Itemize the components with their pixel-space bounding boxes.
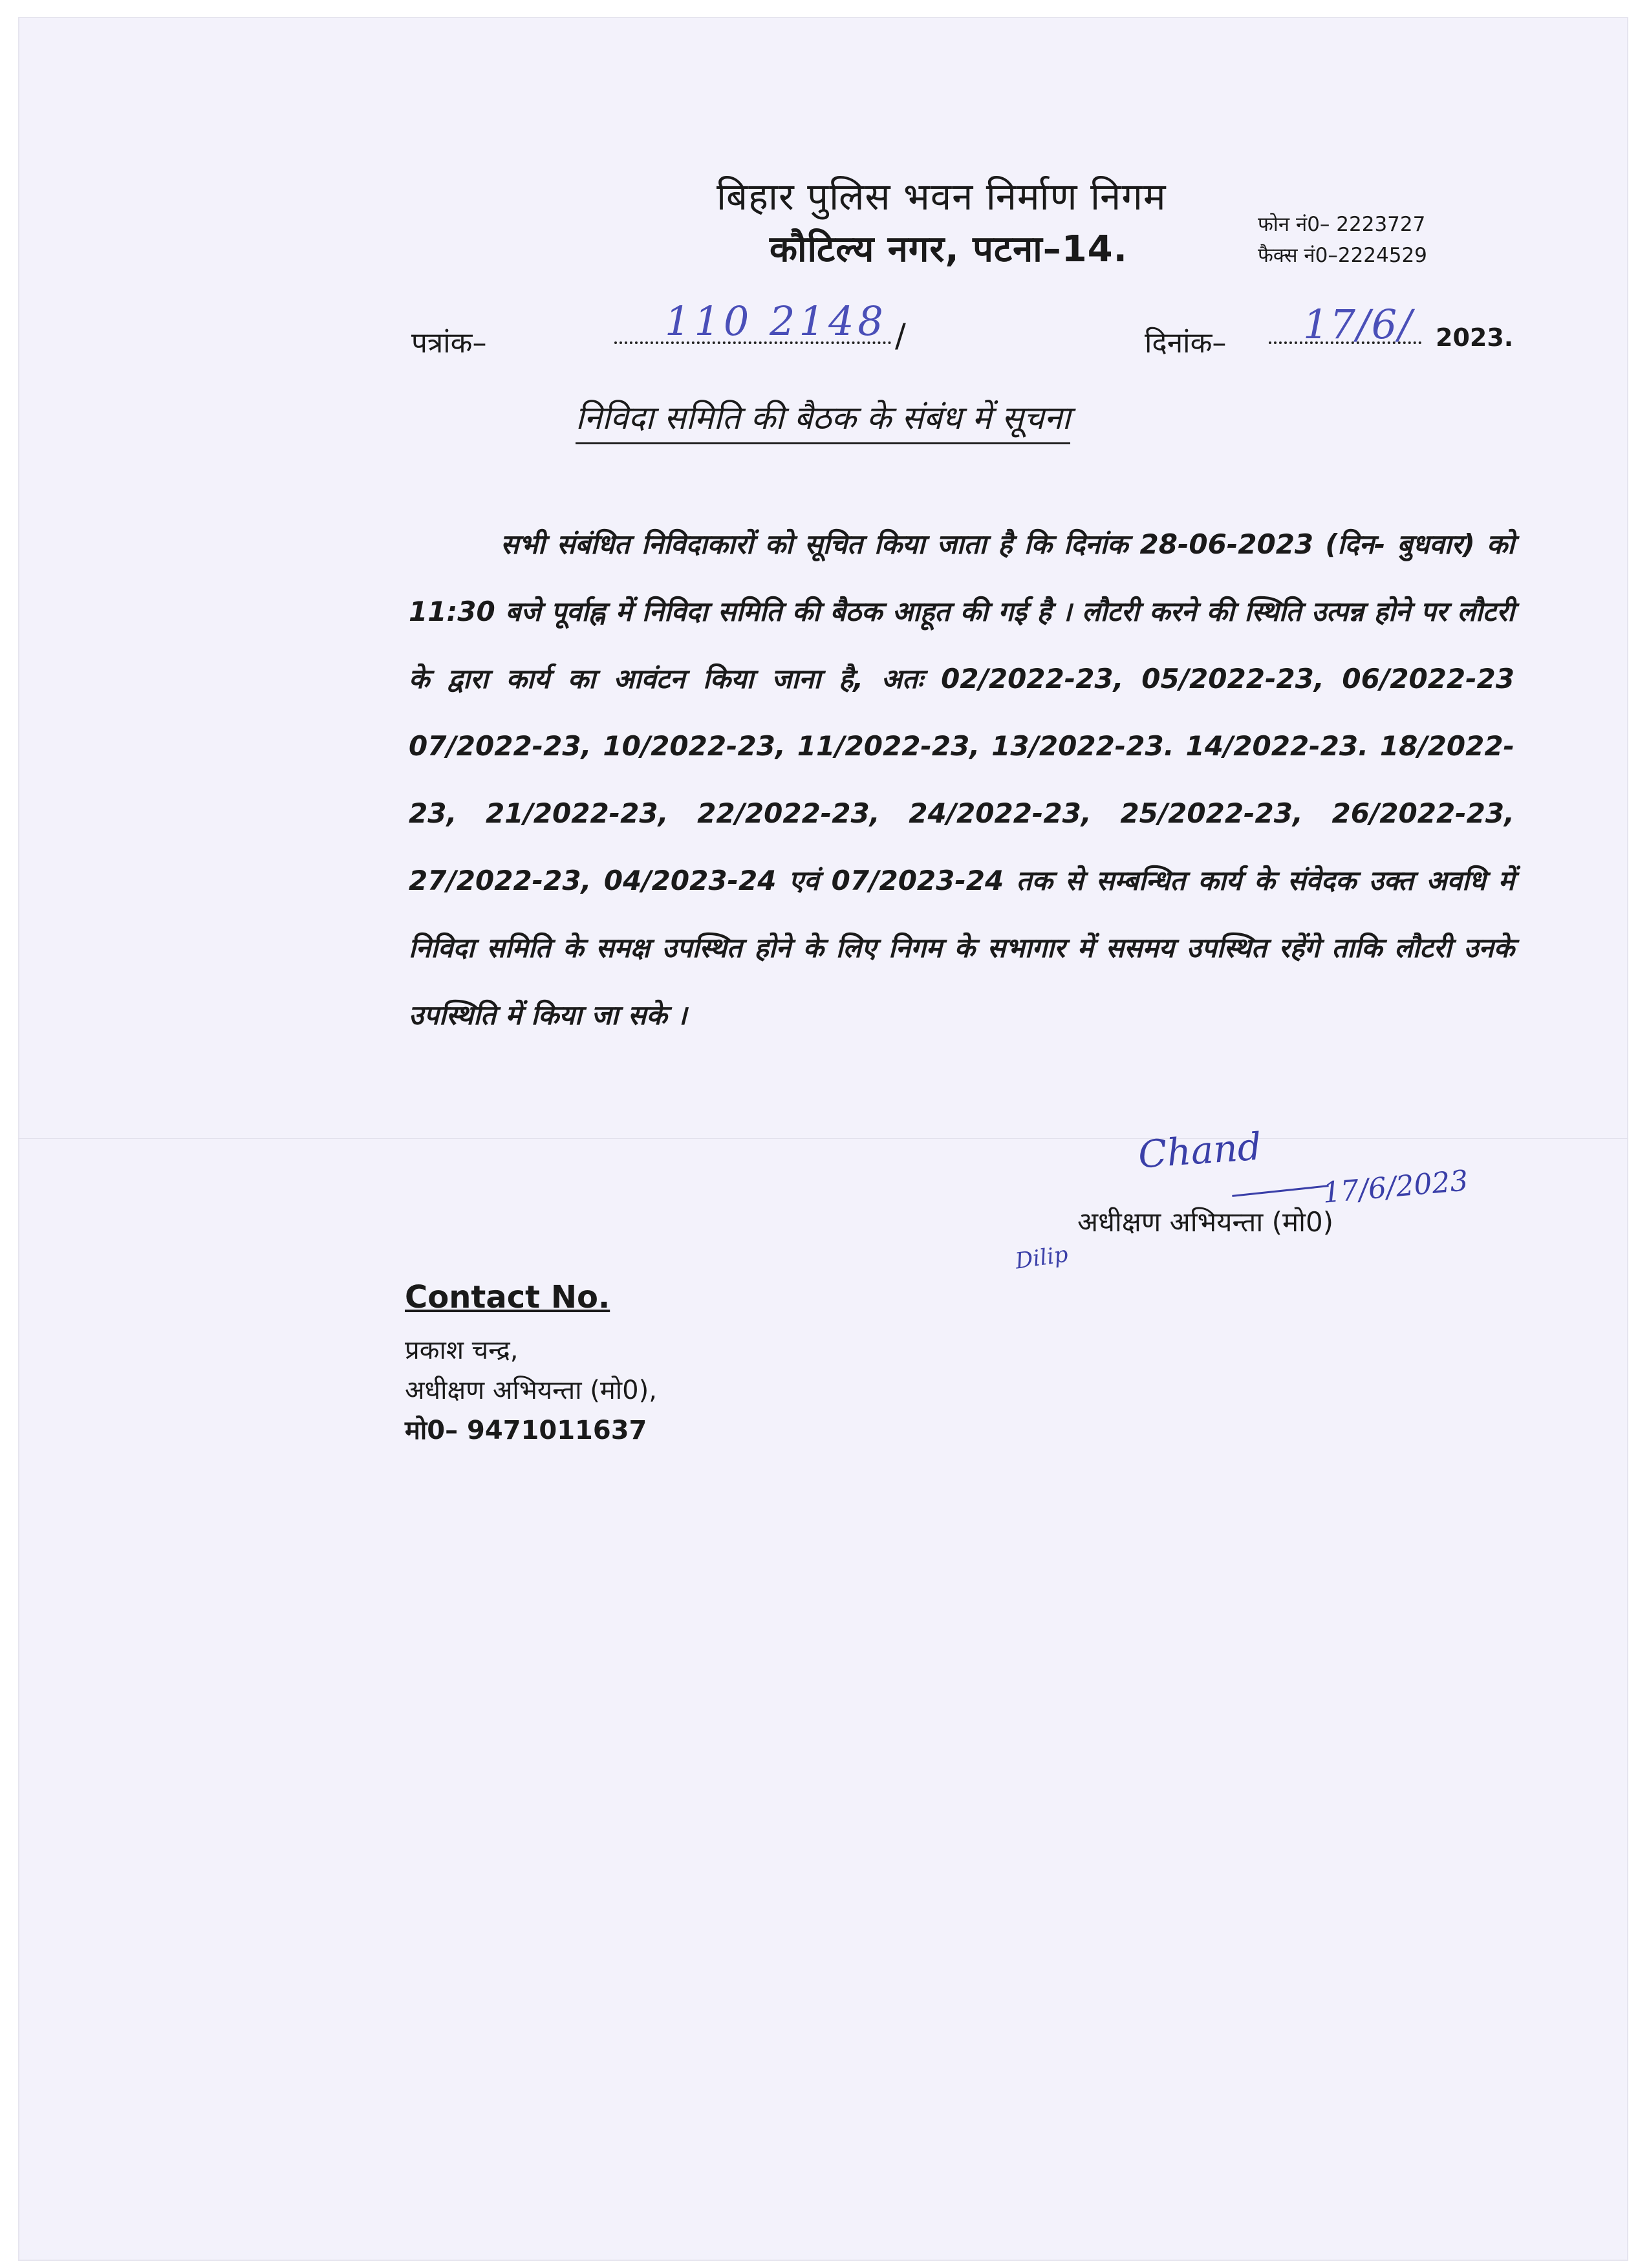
organization-address: कौटिल्य नगर, पटना–14.: [770, 228, 1128, 270]
notice-subject: निविदा समिति की बैठक के संबंध में सूचना: [576, 394, 1070, 444]
reference-number-handwritten: 110 2148: [665, 297, 887, 345]
notice-body: सभी संबंधित निविदाकारों को सूचित किया जाता है कि दिनांक 28-06-2023 (दिन- बुधवार) को 11:30 बजे पूर्वाह्न में निविदा समिति की बैठक आहूत की गई है । लौटरी करने की स्थिति उत्पन्न होने पर लौटरी के द्वारा कार्य का आवंटन किया जाना है, अतः 02/2022-23, 05/2022-23, 06/2022-23 07/2022-23, 10/2022-23, 11/2022-23, 13/2022-23. 14/2022-23. 18/2022-23, 21/2022-23, 22/2022-23, 24/2022-23, 25/2022-23, 26/2022-23, 27/2022-23, 04/2023-24 एवं 07/2023-24 तक से सम्बन्धित कार्य के संवेदक उक्त अवधि में निविदा समिति के समक्ष उपस्थित होने के लिए निगम के सभागार में ससमय उपस्थित रहेंगे ताकि लौटरी उनके उपस्थिति में किया जा सके ।: [409, 528, 1514, 1031]
phone-number: फोन नं0– 2223727: [1258, 213, 1426, 236]
document-page: [18, 17, 1628, 2261]
signatory-title: अधीक्षण अभियन्ता (मो0): [1077, 1206, 1334, 1238]
contact-mobile: मो0– 9471011637: [405, 1416, 647, 1445]
signature-handwritten: Chand: [1136, 1124, 1263, 1177]
signature-date: 17/6/2023: [1321, 1164, 1470, 1210]
contact-name: प्रकाश चन्द्र,: [405, 1335, 519, 1365]
date-label: दिनांक–: [1145, 327, 1227, 360]
fax-number: फैक्स नं0–2224529: [1258, 244, 1427, 267]
organization-name: बिहार पुलिस भवन निर्माण निगम: [717, 175, 1167, 219]
contact-heading: Contact No.: [405, 1279, 610, 1315]
reference-label: पत्रांक–: [411, 327, 487, 360]
paper-fold-line: [18, 1138, 1628, 1139]
contact-designation: अधीक्षण अभियन्ता (मो0),: [405, 1376, 657, 1405]
reference-slash: /: [895, 317, 906, 354]
initials-handwritten: Dilip: [1013, 1241, 1070, 1275]
date-handwritten: 17/6/: [1303, 301, 1414, 348]
date-year: 2023.: [1436, 323, 1514, 352]
